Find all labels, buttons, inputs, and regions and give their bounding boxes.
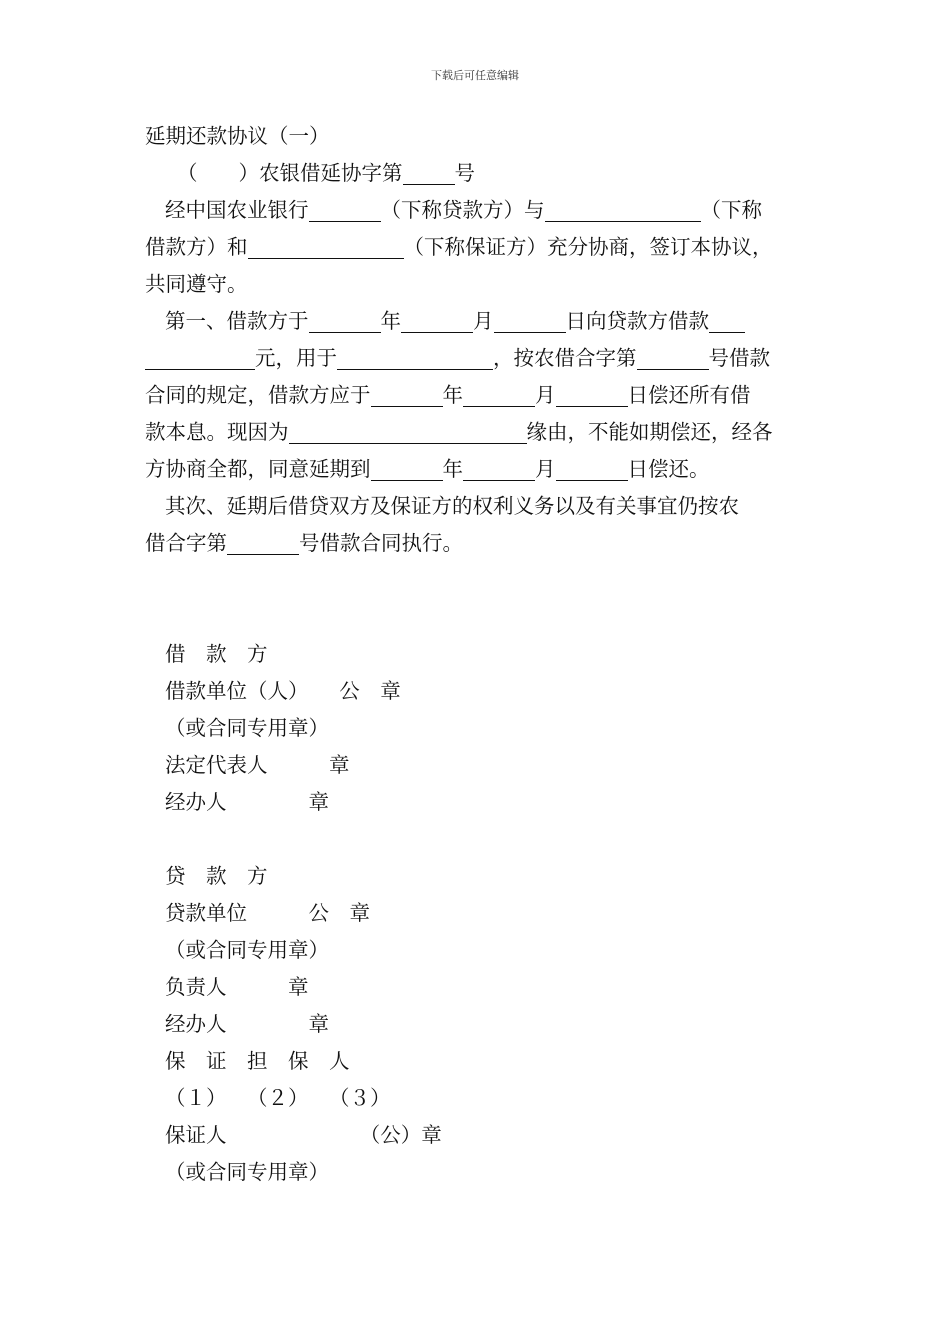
guarantor-numbers: （１） （２） （３） bbox=[165, 1086, 391, 1110]
page-header-note: 下载后可任意编辑 bbox=[431, 69, 519, 82]
blank-agreement-number[interactable] bbox=[403, 160, 455, 185]
blank-guarantor-name[interactable] bbox=[248, 234, 404, 259]
borrower-signature-block bbox=[165, 636, 401, 821]
blank-contract-number[interactable] bbox=[637, 345, 709, 370]
lender-contract-seal: （或合同专用章） bbox=[165, 938, 329, 962]
clause-two-line: 其次、延期后借贷双方及保证方的权利义务以及有关事宜仍按农 bbox=[165, 494, 739, 518]
guarantor-title: 保 证 担 保 人 bbox=[165, 1049, 350, 1073]
blank-loan-month[interactable] bbox=[401, 308, 473, 333]
blank-loan-purpose[interactable] bbox=[337, 345, 493, 370]
blank-loan-amount[interactable] bbox=[709, 308, 745, 333]
blank-extended-day[interactable] bbox=[556, 456, 628, 481]
guarantor-seal: 保证人 （公）章 bbox=[165, 1123, 442, 1147]
lender-head: 负责人 章 bbox=[165, 975, 309, 999]
guarantor-contract-seal: （或合同专用章） bbox=[165, 1160, 329, 1184]
blank-bank-branch[interactable] bbox=[309, 197, 381, 222]
blank-extended-year[interactable] bbox=[371, 456, 443, 481]
document-title: 延期还款协议（一） bbox=[145, 124, 330, 148]
blank-delay-reason[interactable] bbox=[289, 419, 527, 444]
blank-loan-day[interactable] bbox=[494, 308, 566, 333]
borrower-unit-seal: 借款单位（人） 公 章 bbox=[165, 679, 401, 703]
clause-one-line: 款本息。现因为 缘由，不能如期偿还，经各 bbox=[145, 420, 773, 444]
intro-paragraph-line: 共同遵守。 bbox=[145, 272, 248, 296]
blank-due-day[interactable] bbox=[556, 382, 628, 407]
blank-loan-amount-cont[interactable] bbox=[145, 345, 255, 370]
blank-due-month[interactable] bbox=[463, 382, 535, 407]
blank-loan-year[interactable] bbox=[309, 308, 381, 333]
clause-one-line: 第一、借款方于 年 月 日向贷款方借款 bbox=[145, 303, 825, 340]
lender-signature-block bbox=[165, 858, 442, 1191]
blank-extended-month[interactable] bbox=[463, 456, 535, 481]
agreement-number-line: （ ）农银借延协字第 号 bbox=[177, 161, 475, 185]
lender-title: 贷 款 方 bbox=[165, 864, 268, 888]
blank-due-year[interactable] bbox=[371, 382, 443, 407]
intro-paragraph-line: 借款方）和 （下称保证方）充分协商，签订本协议， bbox=[145, 235, 773, 259]
clause-one-line: 方协商全都，同意延期到 年 月 日偿还。 bbox=[145, 457, 710, 481]
borrower-legal-rep: 法定代表人 章 bbox=[165, 753, 350, 777]
clause-two-line: 借合字第 号借款合同执行。 bbox=[145, 531, 463, 555]
clause-one-line: 合同的规定，借款方应于 年 月 日偿还所有借 bbox=[145, 383, 751, 407]
borrower-title: 借 款 方 bbox=[165, 642, 268, 666]
borrower-contract-seal: （或合同专用章） bbox=[165, 716, 329, 740]
blank-contract-number-2[interactable] bbox=[227, 530, 299, 555]
agreement-body bbox=[145, 118, 825, 562]
borrower-agent: 经办人 章 bbox=[165, 790, 329, 814]
blank-borrower-name[interactable] bbox=[545, 197, 701, 222]
intro-paragraph-line: 经中国农业银行 （下称贷款方）与 （下称 bbox=[165, 198, 762, 222]
clause-one-line: 元，用于 ，按农借合字第 号借款 bbox=[145, 340, 825, 377]
lender-agent: 经办人 章 bbox=[165, 1012, 329, 1036]
lender-unit-seal: 贷款单位 公 章 bbox=[165, 901, 370, 925]
